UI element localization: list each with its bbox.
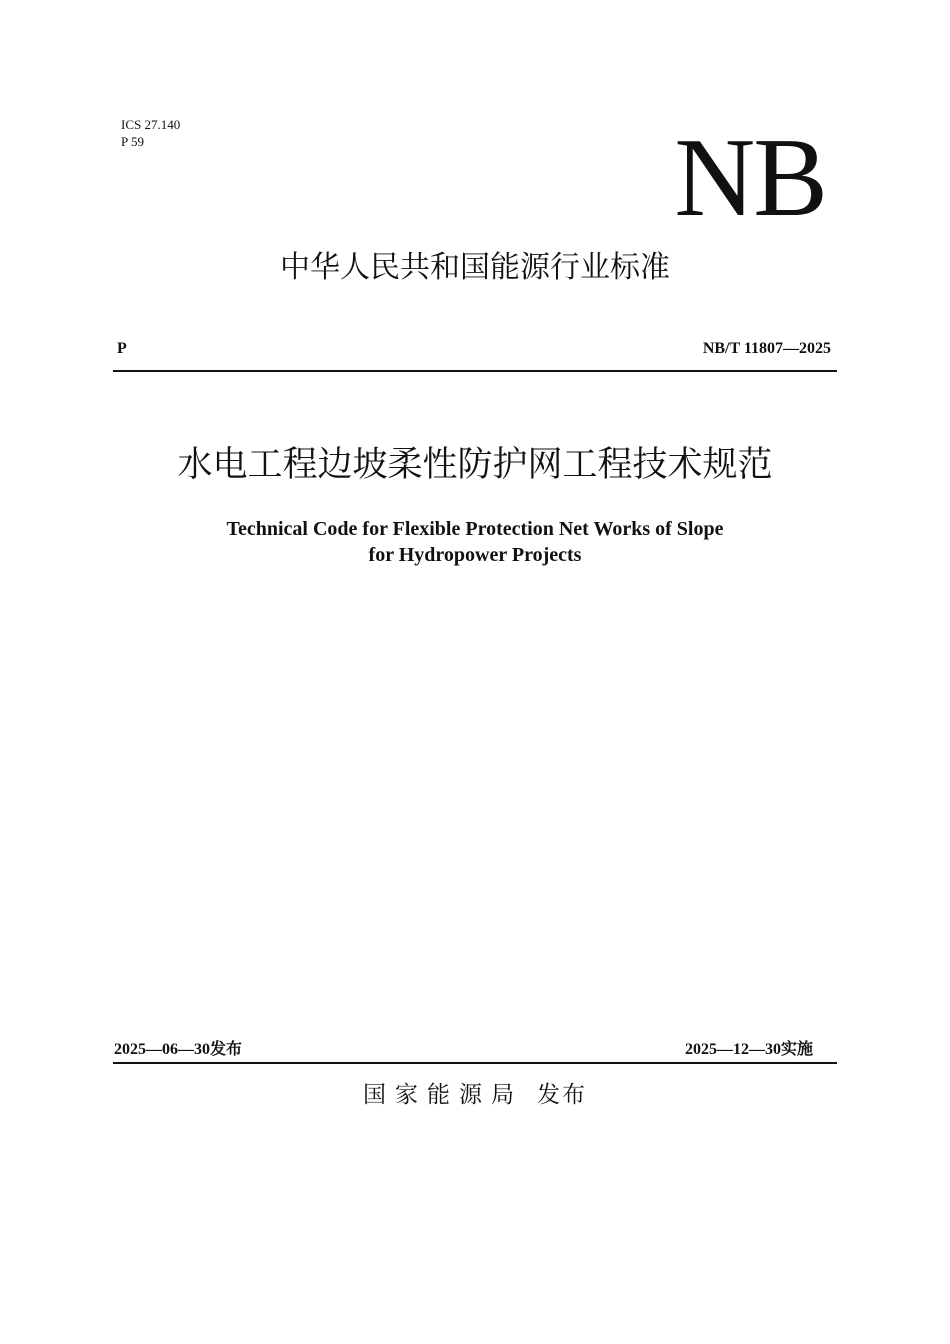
publisher bbox=[0, 1079, 950, 1111]
implementation-date-label: 实施 bbox=[780, 1039, 813, 1058]
issue-date bbox=[114, 1036, 242, 1059]
category-code: P bbox=[117, 340, 127, 357]
publisher-action: 发布 bbox=[537, 1082, 587, 1108]
standard-number: NB/T 11807—2025 bbox=[702, 340, 831, 357]
issue-date-value: 2025—06—30 bbox=[114, 1041, 210, 1058]
classification-codes bbox=[121, 116, 180, 150]
ccs-code: P 59 bbox=[121, 134, 144, 149]
title-en-line-1: Technical Code for Flexible Protection Net Works of Slope bbox=[226, 518, 724, 540]
ics-code: ICS 27.140 bbox=[121, 117, 181, 132]
issue-date-label: 发布 bbox=[210, 1039, 243, 1058]
publisher-org: 国家能源局 bbox=[363, 1082, 523, 1108]
nb-logo: NB bbox=[674, 116, 826, 240]
document-title-zh: 水电工程边坡柔性防护网工程技术规范 bbox=[177, 445, 773, 485]
header-divider bbox=[113, 370, 837, 372]
document-title-en bbox=[0, 516, 950, 568]
footer-divider bbox=[113, 1062, 837, 1064]
title-en-line-2: for Hydropower Projects bbox=[368, 544, 582, 566]
standard-type-heading: 中华人民共和国能源行业标准 bbox=[280, 250, 670, 285]
implementation-date bbox=[685, 1036, 813, 1059]
implementation-date-value: 2025—12—30 bbox=[684, 1041, 781, 1058]
